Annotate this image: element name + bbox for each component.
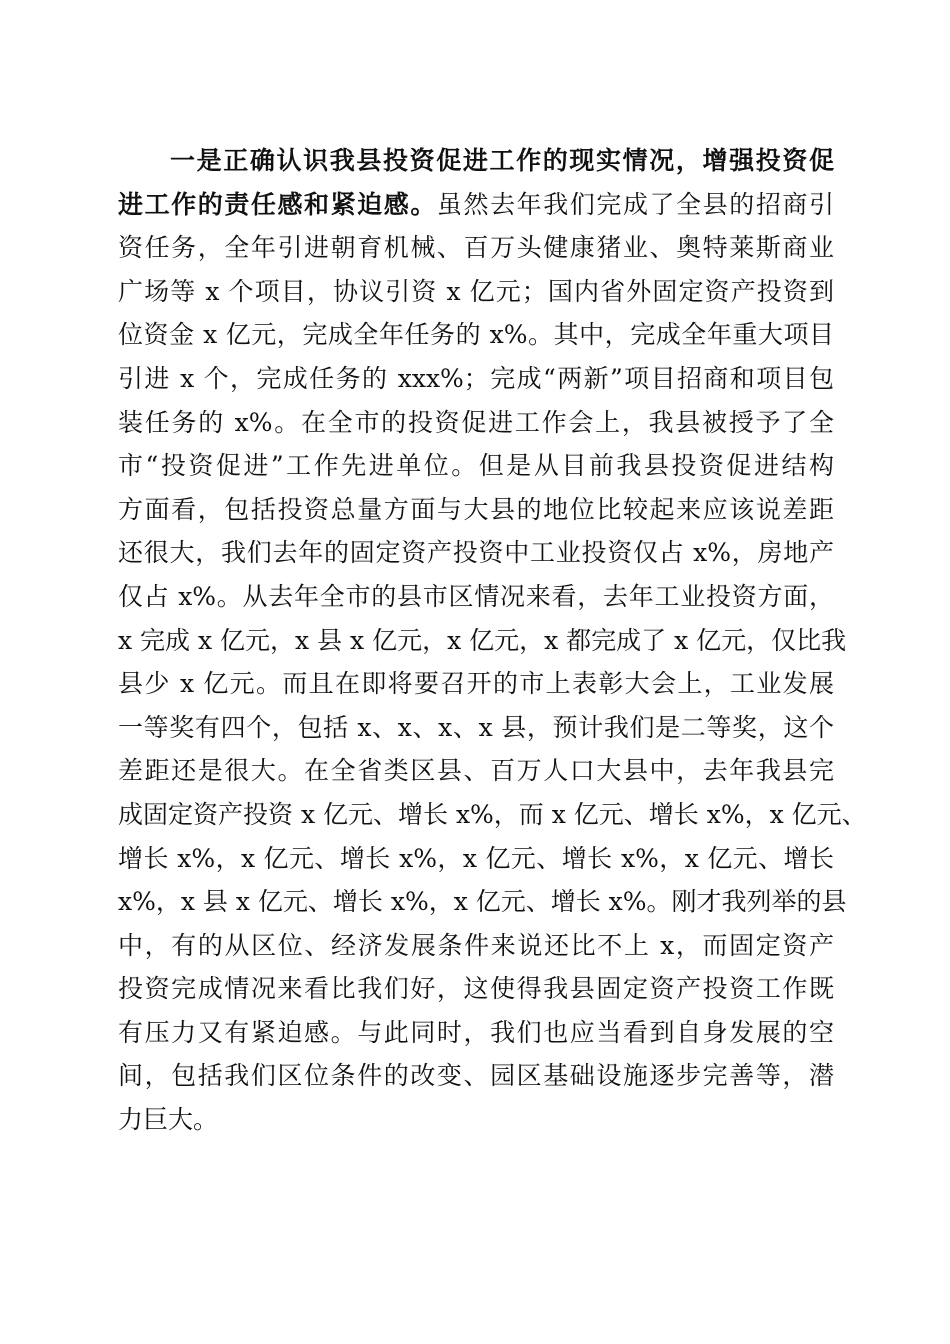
paragraph-line: x 完成 x 亿元，x 县 x 亿元，x 亿元，x 都完成了 x 亿元，仅比我 xyxy=(118,625,847,655)
paragraph-line: 引进 x 个，完成任务的 xxx%；完成“两新”项目招商和项目包 xyxy=(118,363,834,393)
paragraph-line xyxy=(118,183,834,227)
paragraph-line: 差距还是很大。在全省类区县、百万人口大县中，去年我县完 xyxy=(118,756,834,786)
paragraph-line: x%，x 县 x 亿元、增长 x%，x 亿元、增长 x%。刚才我列举的县 xyxy=(118,887,847,917)
paragraph-line xyxy=(118,139,834,183)
body-paragraph xyxy=(118,139,867,1142)
paragraph-line: 投资完成情况来看比我们好，这使得我县固定资产投资工作既 xyxy=(118,974,834,1004)
paragraph-line: 中，有的从区位、经济发展条件来说还比不上 x，而固定资产 xyxy=(118,930,834,960)
paragraph-line: 位资金 x 亿元，完成全年任务的 x%。其中，完成全年重大项目 xyxy=(118,320,834,350)
paragraph-lead-text: 一是正确认识我县投资促进工作的现实情况，增强投资促 xyxy=(170,146,834,175)
paragraph-line: 间，包括我们区位条件的改变、园区基础设施逐步完善等，潜 xyxy=(118,1061,834,1091)
paragraph-line: 一等奖有四个，包括 x、x、x、x 县，预计我们是二等奖，这个 xyxy=(118,712,834,742)
paragraph-line: 广场等 x 个项目，协议引资 x 亿元；国内省外固定资产投资到 xyxy=(118,276,834,306)
paragraph-line: 力巨大。 xyxy=(118,1105,219,1135)
paragraph-line: 市“投资促进”工作先进单位。但是从目前我县投资促进结构 xyxy=(118,451,834,481)
paragraph-line: 有压力又有紧迫感。与此同时，我们也应当看到自身发展的空 xyxy=(118,1017,834,1047)
paragraph-line: 增长 x%，x 亿元、增长 x%，x 亿元、增长 x%，x 亿元、增长 xyxy=(118,843,834,873)
paragraph-line: 资任务，全年引进朝育机械、百万头健康猪业、奥特莱斯商业 xyxy=(118,233,834,263)
paragraph-line: 成固定资产投资 x 亿元、增长 x%，而 x 亿元、增长 x%，x 亿元、 xyxy=(118,799,867,829)
paragraph-line: 装任务的 x%。在全市的投资促进工作会上，我县被授予了全 xyxy=(118,407,834,437)
paragraph-line: 仅占 x%。从去年全市的县市区情况来看，去年工业投资方面， xyxy=(118,581,834,611)
paragraph-line: 还很大，我们去年的固定资产投资中工业投资仅占 x%，房地产 xyxy=(118,538,834,568)
paragraph-line: 方面看，包括投资总量方面与大县的地位比较起来应该说差距 xyxy=(118,494,834,524)
paragraph-line: 县少 x 亿元。而且在即将要召开的市上表彰大会上，工业发展 xyxy=(118,669,834,699)
paragraph-lead-text: 进工作的责任感和紧迫感。 xyxy=(118,189,437,219)
paragraph-line-text: 虽然去年我们完成了全县的招商引 xyxy=(436,189,834,219)
